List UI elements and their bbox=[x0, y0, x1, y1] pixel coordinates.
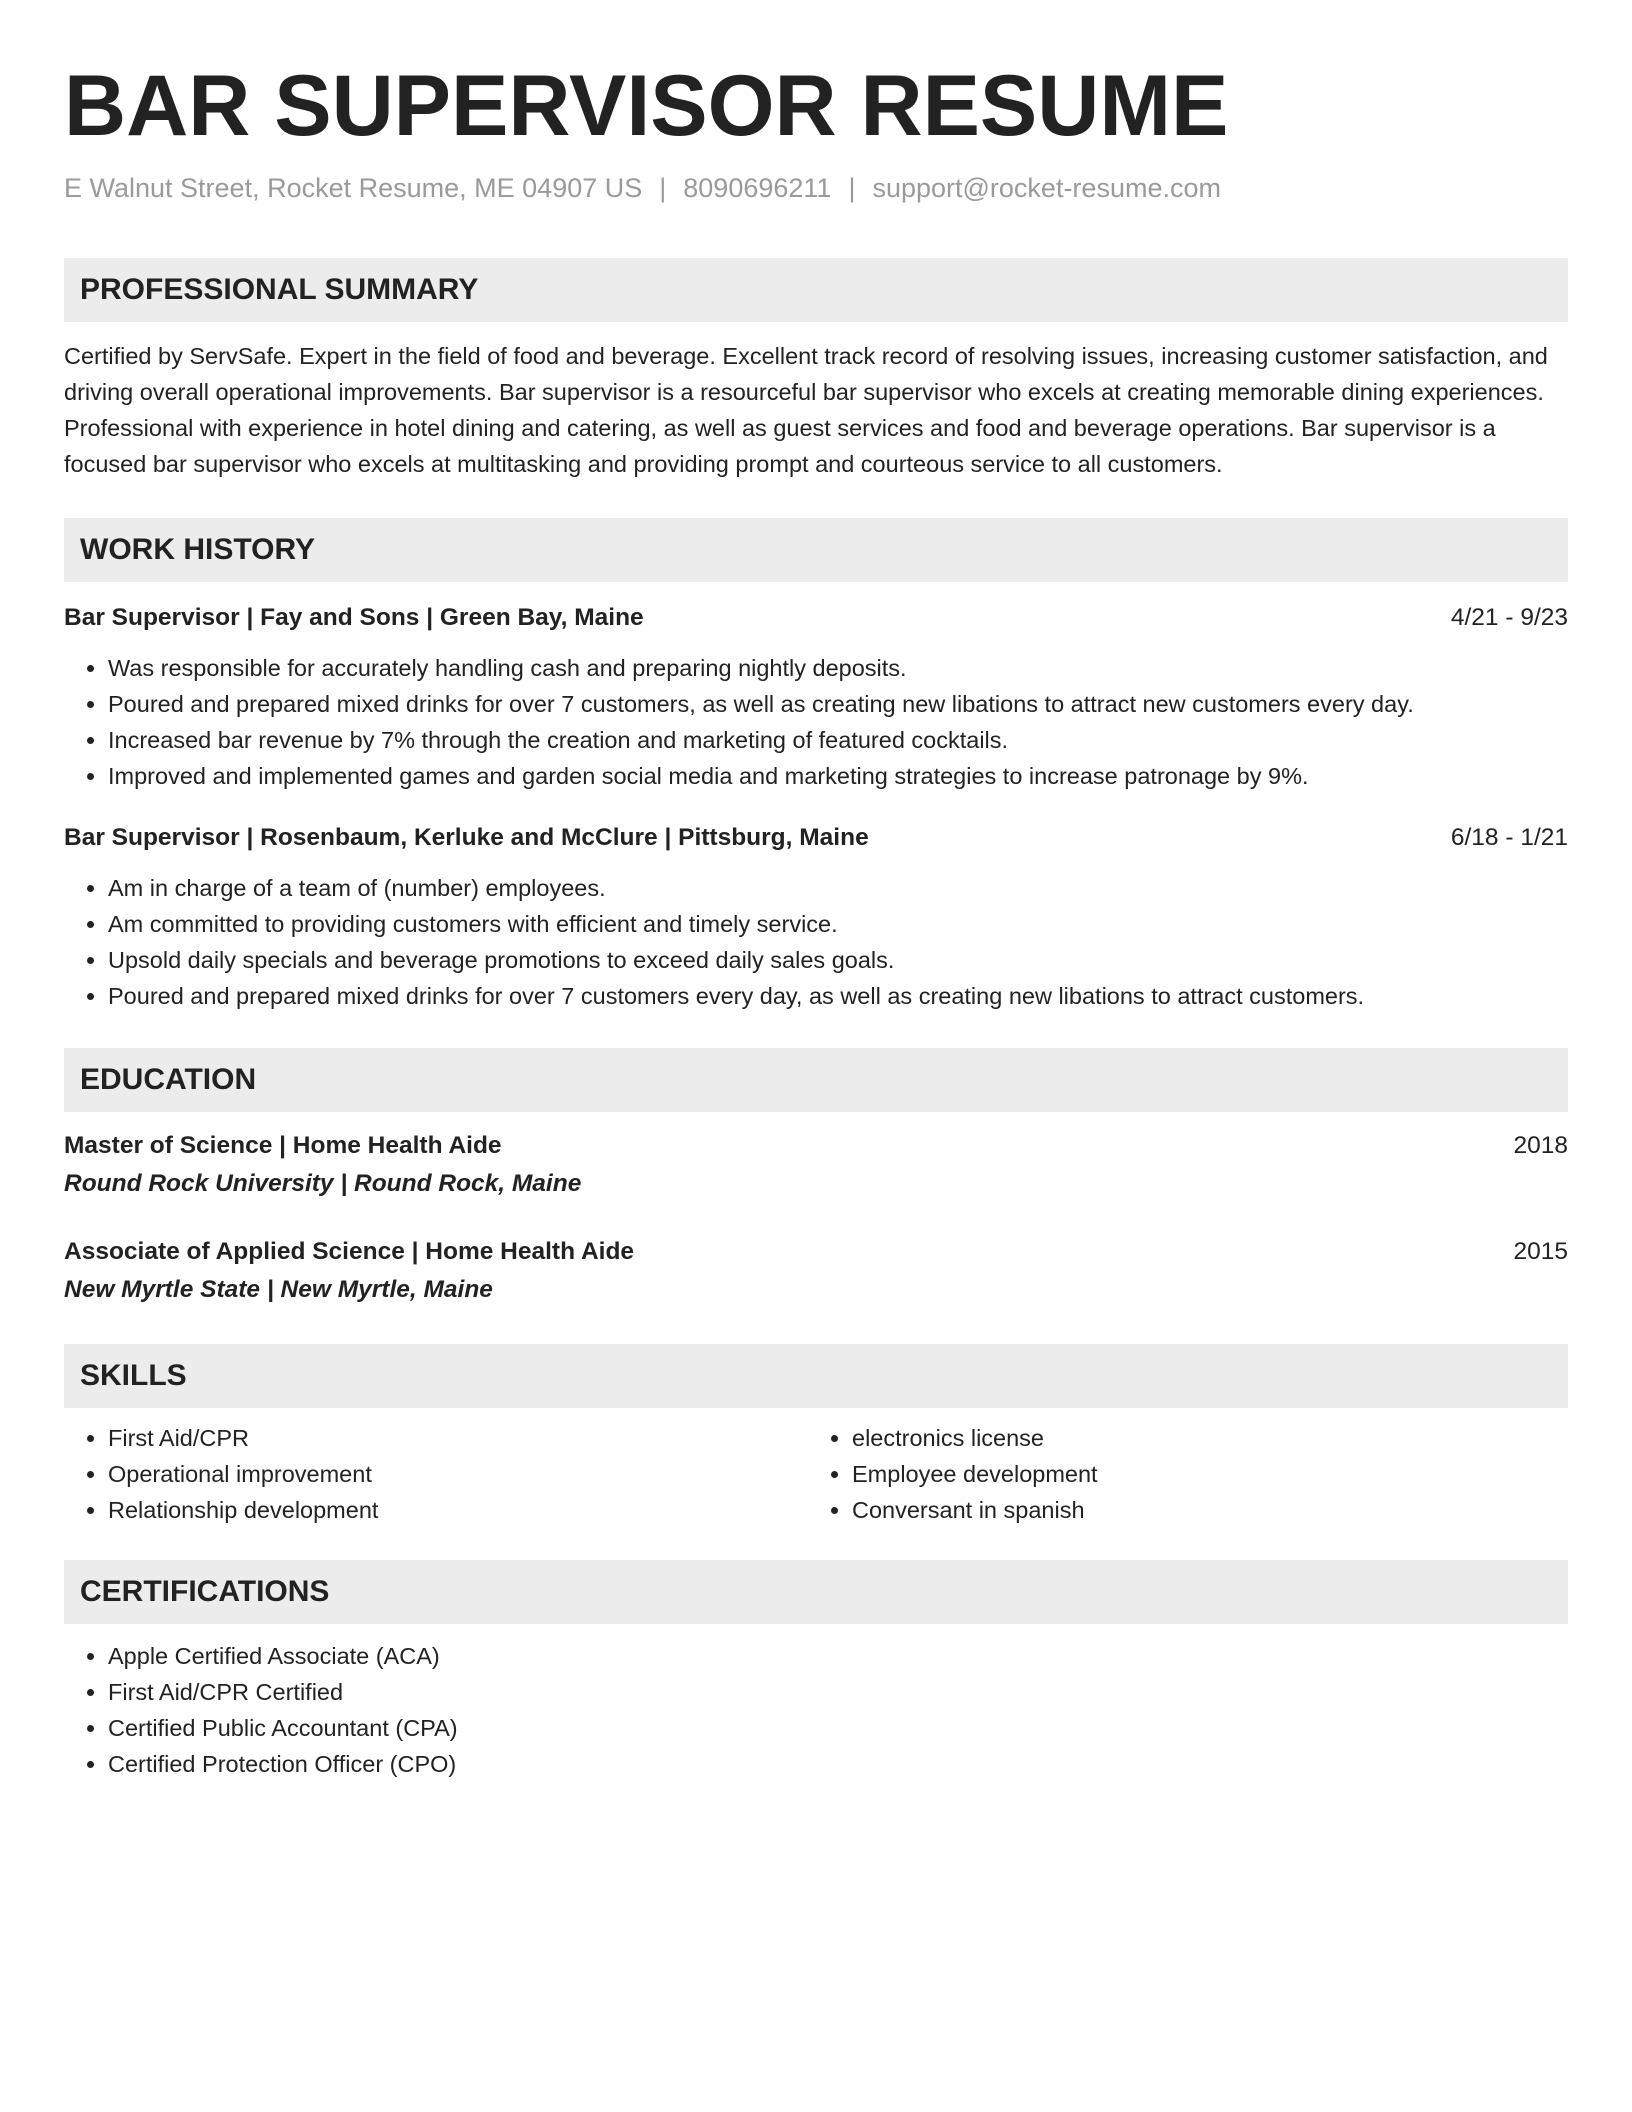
section-header-summary: PROFESSIONAL SUMMARY bbox=[64, 258, 1568, 322]
education-header bbox=[64, 1128, 1568, 1164]
section-header-work-history: WORK HISTORY bbox=[64, 518, 1568, 582]
list-item: • Poured and prepared mixed drinks for over 7 customers every day, as well as creating new libations to attract customers. bbox=[108, 978, 1568, 1014]
contact-email: support@rocket-resume.com bbox=[872, 173, 1221, 203]
job-bullets bbox=[64, 650, 1568, 794]
list-item: • Was responsible for accurately handling cash and preparing nightly deposits. bbox=[108, 650, 1568, 686]
list-item: • Poured and prepared mixed drinks for over 7 customers, as well as creating new libations to attract new customers every day. bbox=[108, 686, 1568, 722]
list-item: • Relationship development bbox=[108, 1492, 808, 1528]
list-item: • First Aid/CPR bbox=[108, 1420, 808, 1456]
list-item: • Improved and implemented games and garden social media and marketing strategies to increase patronage by 9%. bbox=[108, 758, 1568, 794]
education-entry bbox=[64, 1234, 1568, 1310]
skills-columns bbox=[64, 1420, 1568, 1528]
list-item: • Conversant in spanish bbox=[852, 1492, 1552, 1528]
certifications-list bbox=[64, 1638, 1568, 1782]
list-item: • Upsold daily specials and beverage promotions to exceed daily sales goals. bbox=[108, 942, 1568, 978]
resume-title: BAR SUPERVISOR RESUME bbox=[64, 58, 1229, 154]
contact-address: E Walnut Street, Rocket Resume, ME 04907 US bbox=[64, 173, 643, 203]
education-year: 2015 bbox=[1513, 1238, 1568, 1265]
job-bullets bbox=[64, 870, 1568, 1014]
contact-separator: | bbox=[659, 173, 667, 203]
education-entry bbox=[64, 1128, 1568, 1204]
job-entry bbox=[64, 600, 1568, 794]
list-item: • Certified Protection Officer (CPO) bbox=[108, 1746, 1568, 1782]
education-school: New Myrtle State | New Myrtle, Maine bbox=[64, 1276, 493, 1303]
section-header-certifications: CERTIFICATIONS bbox=[64, 1560, 1568, 1624]
education-degree: Master of Science | Home Health Aide bbox=[64, 1132, 502, 1159]
job-title: Bar Supervisor | Rosenbaum, Kerluke and McClure | Pittsburg, Maine bbox=[64, 824, 869, 851]
list-item: • Apple Certified Associate (ACA) bbox=[108, 1638, 1568, 1674]
education-school: Round Rock University | Round Rock, Maine bbox=[64, 1170, 582, 1197]
skills-list-left bbox=[64, 1420, 808, 1528]
contact-phone: 8090696211 bbox=[683, 173, 832, 203]
education-year: 2018 bbox=[1513, 1132, 1568, 1159]
section-header-skills: SKILLS bbox=[64, 1344, 1568, 1408]
job-title: Bar Supervisor | Fay and Sons | Green Bay, Maine bbox=[64, 604, 644, 631]
contact-line bbox=[64, 170, 1568, 206]
list-item: • Am committed to providing customers with efficient and timely service. bbox=[108, 906, 1568, 942]
list-item: • Increased bar revenue by 7% through the creation and marketing of featured cocktails. bbox=[108, 722, 1568, 758]
job-entry bbox=[64, 820, 1568, 1014]
skills-list-right bbox=[808, 1420, 1552, 1528]
list-item: • Certified Public Accountant (CPA) bbox=[108, 1710, 1568, 1746]
education-header bbox=[64, 1234, 1568, 1270]
list-item: • First Aid/CPR Certified bbox=[108, 1674, 1568, 1710]
job-dates: 6/18 - 1/21 bbox=[1450, 824, 1568, 851]
list-item: • Employee development bbox=[852, 1456, 1552, 1492]
job-header bbox=[64, 820, 1568, 856]
contact-separator: | bbox=[848, 173, 856, 203]
list-item: • electronics license bbox=[852, 1420, 1552, 1456]
list-item: • Operational improvement bbox=[108, 1456, 808, 1492]
section-header-education: EDUCATION bbox=[64, 1048, 1568, 1112]
education-degree: Associate of Applied Science | Home Health Aide bbox=[64, 1238, 635, 1265]
summary-text: Certified by ServSafe. Expert in the field of food and beverage. Excellent track record of resolving issues, increasing customer satisfaction, and driving overall operational improvements. Bar supervisor is a resourceful bar supervisor who excels at creating memorable dining experiences. Professional with experience in hotel dining and catering, as well as guest services and food and beverage operations. Bar supervisor is a focused bar supervisor who excels at multitasking and providing prompt and courteous service to all customers. bbox=[64, 343, 1548, 477]
list-item: • Am in charge of a team of (number) employees. bbox=[108, 870, 1568, 906]
job-header bbox=[64, 600, 1568, 636]
job-dates: 4/21 - 9/23 bbox=[1450, 604, 1568, 631]
resume-page bbox=[64, 54, 1568, 1782]
